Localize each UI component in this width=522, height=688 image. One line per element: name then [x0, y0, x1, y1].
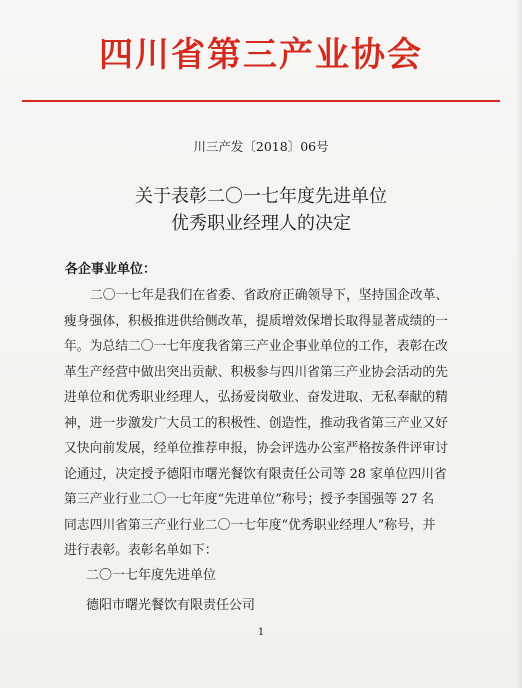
scan-shadow-edge [516, 0, 522, 688]
award-unit-name: 德阳市曙光餐饮有限责任公司 [86, 598, 256, 613]
body-line: 同志四川省第三产业行业二〇一七年度“优秀职业经理人”称号，并 [64, 518, 436, 533]
salutation: 各企事业单位： [65, 262, 157, 277]
body-line: 年。为总结二〇一七年度我省第三产业企事业单位的工作，表彰在改 [64, 339, 448, 354]
body-line: 第三产业行业二〇一七年度“先进单位”称号；授予李国强等 27 名 [64, 492, 435, 507]
body-line: 又快向前发展，经单位推荐申报，协会评选办公室严格按条件评审讨 [64, 441, 448, 456]
document-title-line-2: 优秀职业经理人的决定 [171, 213, 351, 234]
body-line: 进单位和优秀职业经理人，弘扬爱岗敬业、奋发进取、无私奉献的精 [64, 390, 448, 405]
body-line: 论通过，决定授予德阳市曙光餐饮有限责任公司等 28 家单位四川省 [64, 467, 447, 482]
letterhead-title: 四川省第三产业协会 [99, 35, 423, 75]
body-line: 神，进一步激发广大员工的积极性、创造性，推动我省第三产业又好 [64, 416, 448, 431]
section-heading-advanced-units: 二〇一七年度先进单位 [86, 568, 217, 583]
body-line: 瘦身强体，积极推进供给侧改革，提质增效保增长取得显著成绩的一 [64, 314, 448, 329]
body-line: 革生产经营中做出突出贡献、积极参与四川省第三产业协会活动的先 [64, 365, 448, 380]
document-number: 川三产发〔2018〕06号 [193, 139, 329, 154]
document-title-line-1: 关于表彰二〇一七年度先进单位 [135, 186, 387, 207]
body-line: 进行表彰。表彰名单如下： [64, 543, 218, 558]
page-number: 1 [257, 627, 265, 638]
letterhead-red-rule [22, 100, 500, 102]
body-line: 二〇一七年是我们在省委、省政府正确领导下，坚持国企改革、 [90, 288, 449, 303]
